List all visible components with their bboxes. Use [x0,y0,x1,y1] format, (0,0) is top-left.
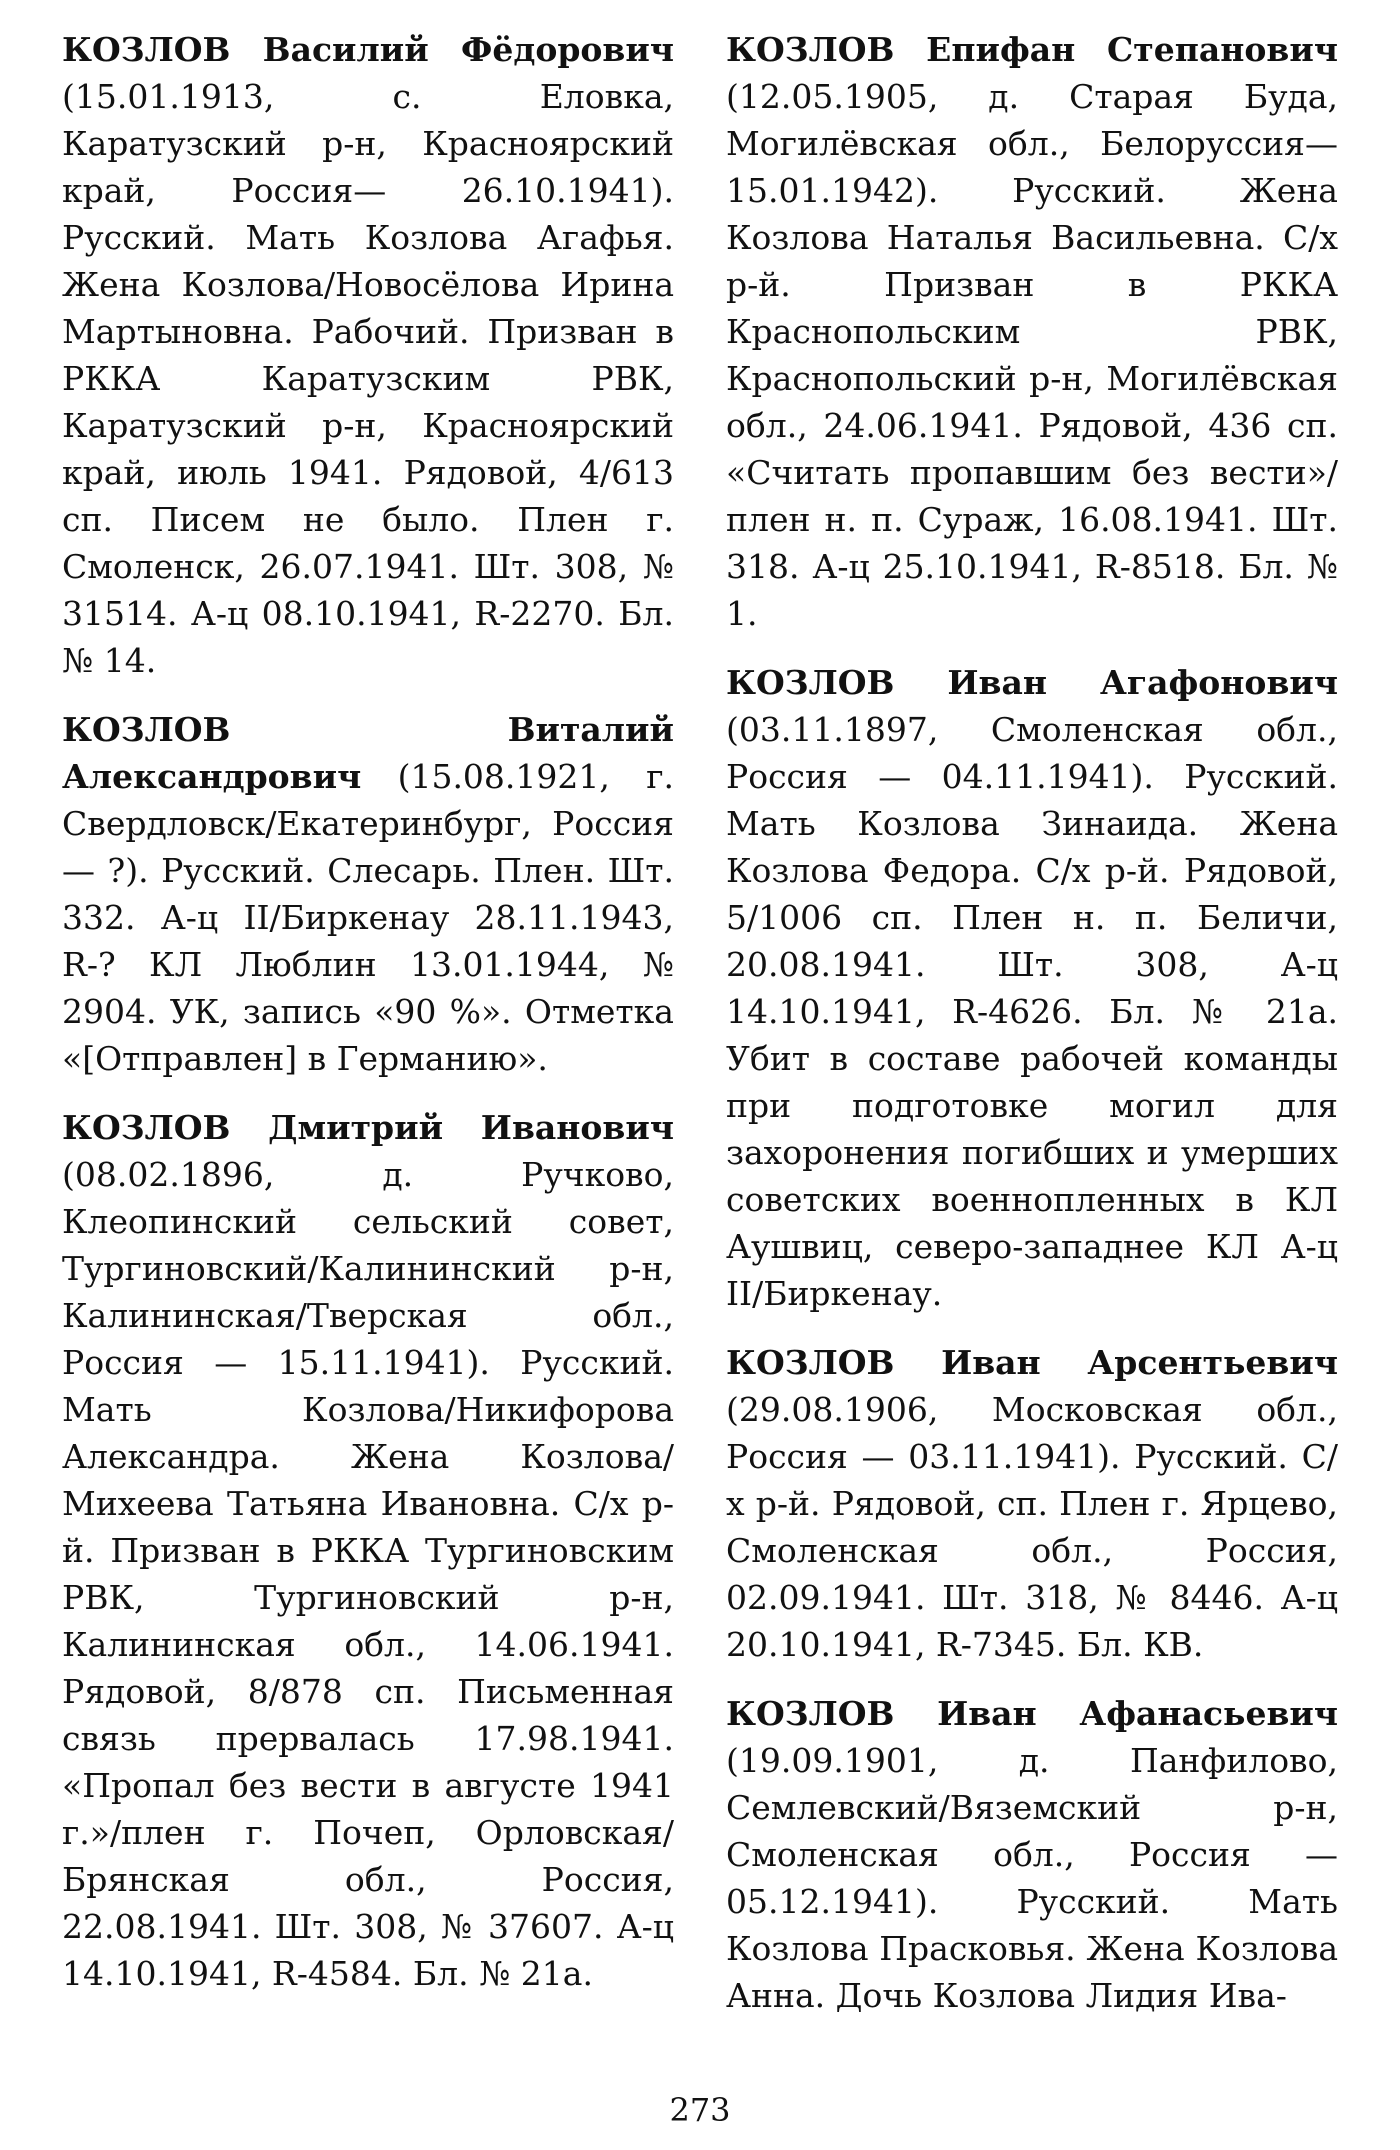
entry-name: КОЗЛОВ Виталий Александрович [62,710,674,796]
right-column [726,26,1338,2041]
entry-text: (19.09.1901, д. Панфилово, Семлевский/Вяземский р-н, Смоленская обл., Россия — 05.12.1941). Русский. Мать Козлова Прасковья. Жена Козлова Анна. Дочь Козлова Лидия Ива- [726,1741,1338,2015]
entry-kozlov-vasily [62,26,674,684]
entry-text: (12.05.1905, д. Старая Буда, Могилёвская обл., Белоруссия— 15.01.1942). Русский. Жена Козлова Наталья Васильевна. С/х р-й. Призван в РККА Краснопольским РВК, Краснопольский р-н, Могилёвская обл., 24.06.1941. Рядовой, 436 сп. «Считать пропавшим без вести»/плен н. п. Сураж, 16.08.1941. Шт. 318. А-ц 25.10.1941, R-8518. Бл. № 1. [726,77,1338,633]
left-column [62,26,674,2019]
entry-name: КОЗЛОВ Василий Фёдорович [62,30,674,69]
entry-name: КОЗЛОВ Иван Агафонович [726,663,1338,702]
entry-kozlov-epifan [726,26,1338,637]
entry-kozlov-ivan-afanasievich [726,1690,1338,2019]
entry-text: (08.02.1896, д. Ручково, Клеопинский сельский совет, Тургиновский/Калининский р-н, Калининская/Тверская обл., Россия — 15.11.1941). Русский. Мать Козлова/Никифорова Александра. Жена Козлова/Михеева Татьяна Ивановна. С/х р-й. Призван в РККА Тургиновским РВК, Тургиновский р-н, Калининская обл., 14.06.1941. Рядовой, 8/878 сп. Письменная связь прервалась 17.98.1941. «Пропал без вести в августе 1941 г.»/плен г. Почеп, Орловская/Брянская обл., Россия, 22.08.1941. Шт. 308, № 37607. А-ц 14.10.1941, R-4584. Бл. № 21а. [62,1155,674,1993]
entry-kozlov-ivan-agafonovich [726,659,1338,1317]
entry-name: КОЗЛОВ Епифан Степанович [726,30,1338,69]
document-page [62,26,1338,2066]
entry-text: (03.11.1897, Смоленская обл., Россия — 04.11.1941). Русский. Мать Козлова Зинаида. Жена Козлова Федора. С/х р-й. Рядовой, 5/1006 сп. Плен н. п. Беличи, 20.08.1941. Шт. 308, А-ц 14.10.1941, R-4626. Бл. № 21а. Убит в составе рабочей команды при подготовке могил для захоронения погибших и умерших советских военнопленных в КЛ Аушвиц, северо-западнее КЛ А-ц II/Биркенау. [726,710,1338,1313]
entry-kozlov-ivan-arsentievich [726,1339,1338,1668]
entry-text: (15.08.1921, г. Свердловск/Екатеринбург, Россия — ?). Русский. Слесарь. Плен. Шт. 332. А-ц II/Биркенау 28.11.1943, R-? КЛ Люблин 13.01.1944, № 2904. УК, запись «90 %». Отметка «[Отправлен] в Германию». [62,757,674,1078]
entry-text: (15.01.1913, с. Еловка, Каратузский р-н, Красноярский край, Россия— 26.10.1941). Русский. Мать Козлова Агафья. Жена Козлова/Новосёлова Ирина Мартыновна. Рабочий. Призван в РККА Каратузским РВК, Каратузский р-н, Красноярский край, июль 1941. Рядовой, 4/613 сп. Писем не было. Плен г. Смоленск, 26.07.1941. Шт. 308, № 31514. А-ц 08.10.1941, R-2270. Бл. № 14. [62,77,674,680]
entry-name: КОЗЛОВ Иван Арсентьевич [726,1343,1338,1382]
entry-kozlov-dmitry [62,1104,674,1997]
entry-name: КОЗЛОВ Иван Афанасьевич [726,1694,1338,1733]
entry-kozlov-vitaly [62,706,674,1082]
entry-name: КОЗЛОВ Дмитрий Иванович [62,1108,674,1147]
page-number: 273 [669,2091,731,2129]
entry-text: (29.08.1906, Московская обл., Россия — 03.11.1941). Русский. С/х р-й. Рядовой, сп. Плен г. Ярцево, Смоленская обл., Россия, 02.09.1941. Шт. 318, № 8446. А-ц 20.10.1941, R-7345. Бл. КВ. [726,1390,1338,1664]
